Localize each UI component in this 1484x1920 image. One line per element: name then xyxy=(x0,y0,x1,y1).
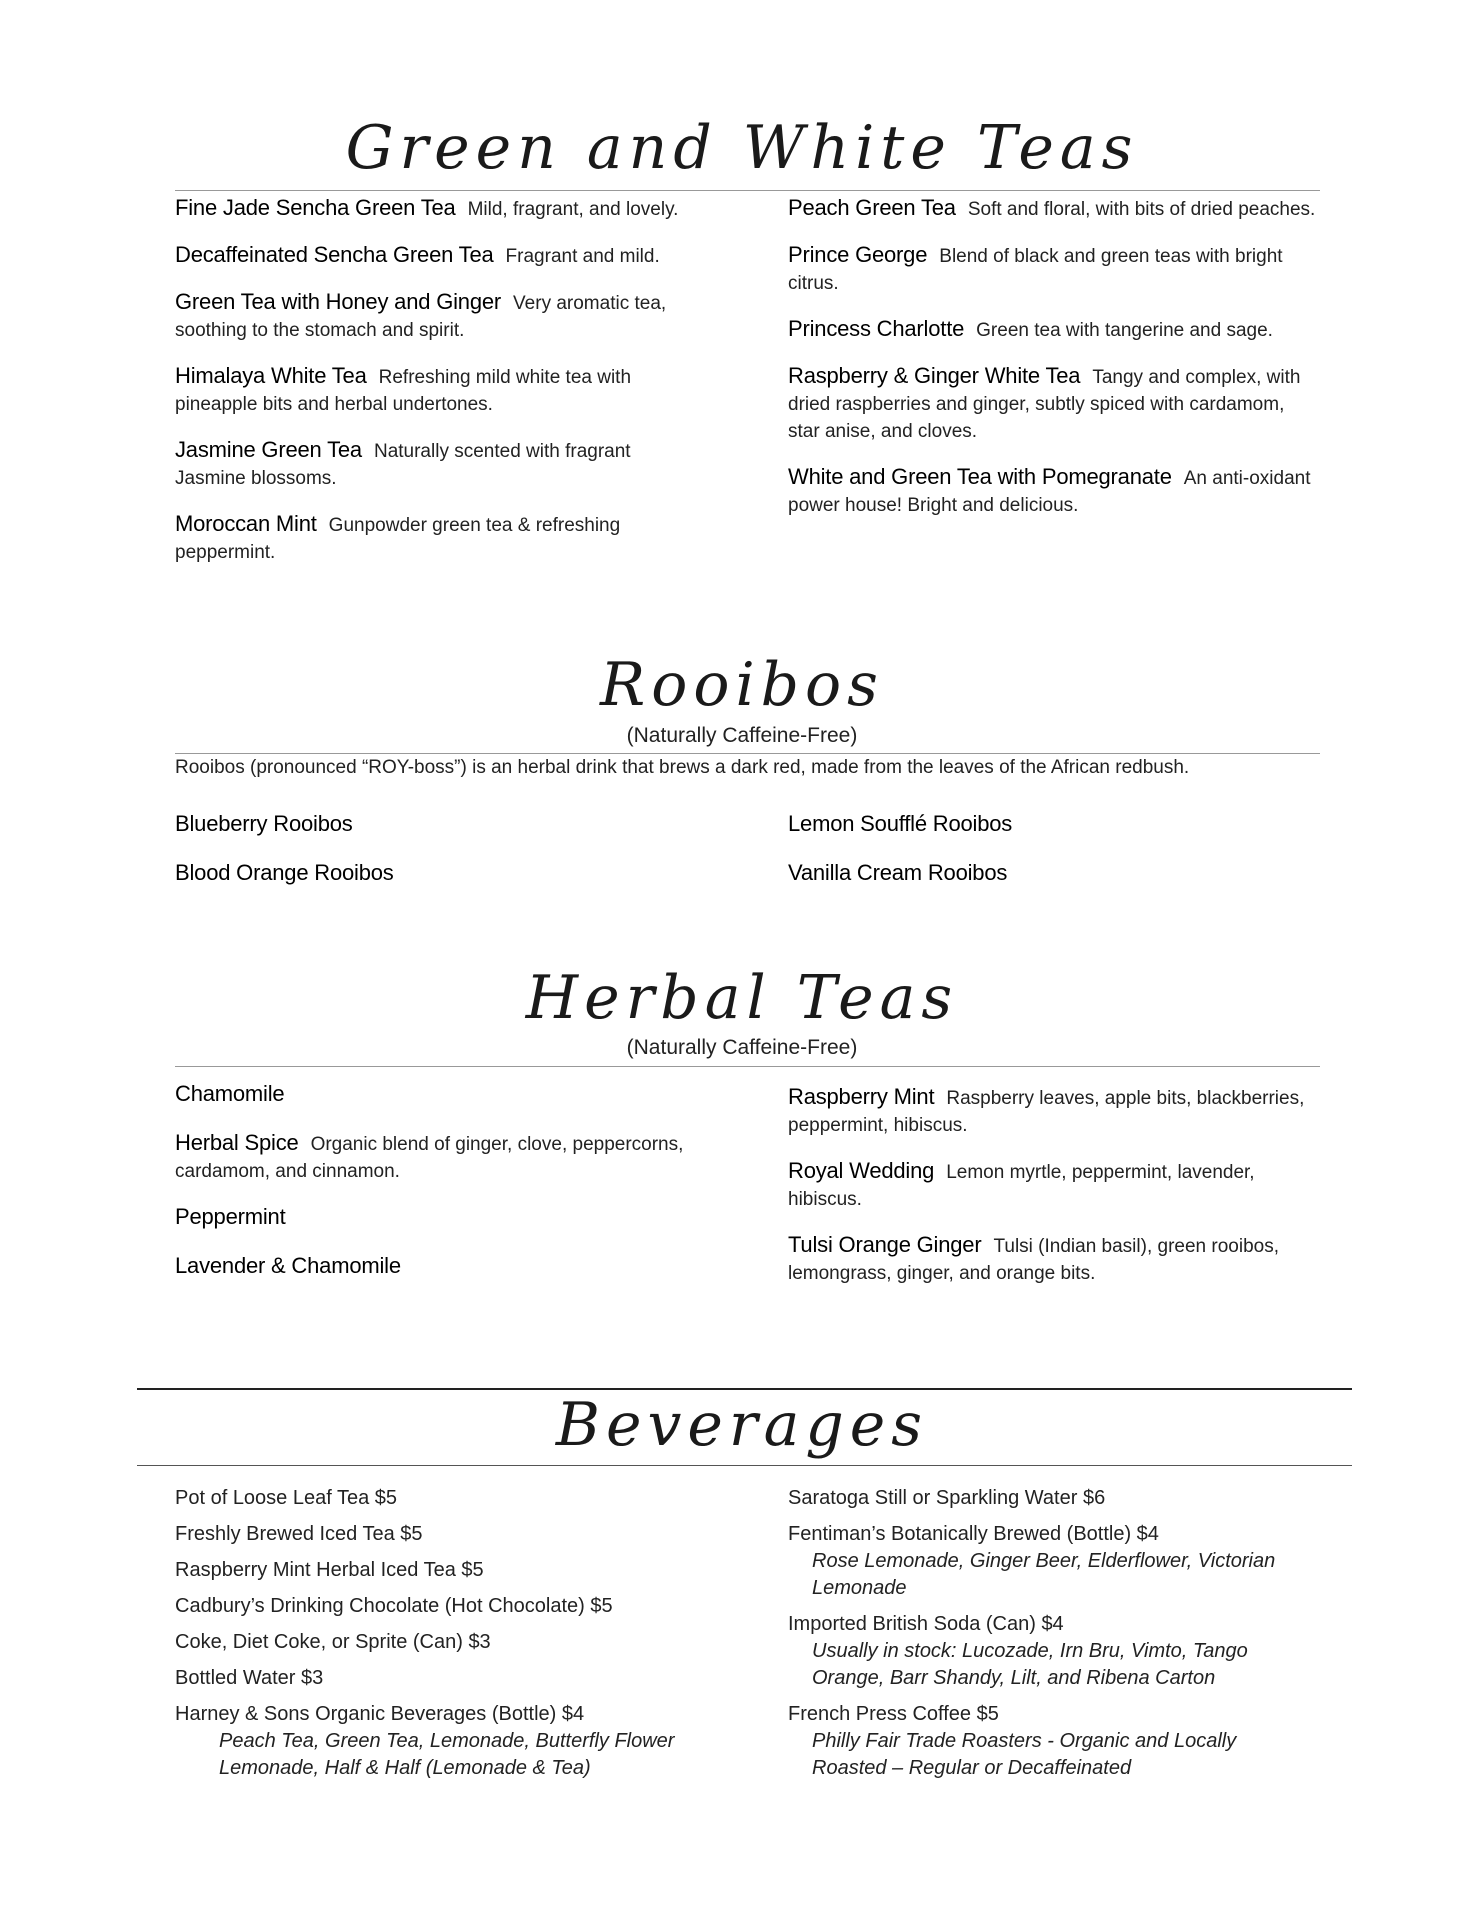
menu-item xyxy=(175,288,705,344)
item-description: Lemon myrtle, peppermint, lavender, hibiscus. xyxy=(788,1162,1255,1210)
menu-item xyxy=(788,1231,1318,1287)
item-name: Herbal Spice xyxy=(175,1130,299,1155)
item-name: Blueberry Rooibos xyxy=(175,811,353,836)
item-description: Raspberry leaves, apple bits, blackberries, peppermint, hibiscus. xyxy=(788,1088,1305,1136)
beverage-item xyxy=(175,1557,735,1584)
item-name: Blood Orange Rooibos xyxy=(175,860,394,885)
item-name: Lemon Soufflé Rooibos xyxy=(788,811,1013,836)
item-description: Fragrant and mild. xyxy=(505,246,660,267)
divider xyxy=(175,753,1320,754)
item-name: Chamomile xyxy=(175,1081,285,1106)
item-description: Soft and floral, with bits of dried peaches. xyxy=(967,199,1316,220)
item-name: Raspberry Mint xyxy=(788,1084,935,1109)
beverages-left-column xyxy=(175,1485,735,1791)
green-white-left-column xyxy=(175,194,705,584)
item-name: Vanilla Cream Rooibos xyxy=(788,860,1008,885)
menu-item xyxy=(175,362,705,418)
herbal-right-column xyxy=(788,1083,1318,1305)
item-description: Mild, fragrant, and lovely. xyxy=(467,199,679,220)
item-name: Raspberry & Ginger White Tea xyxy=(788,363,1081,388)
beverage-item xyxy=(788,1485,1308,1512)
caffeine-free-note: (Naturally Caffeine-Free) xyxy=(626,724,858,747)
item-description: Tangy and complex, with dried raspberries and ginger, subtly spiced with cardamom, star anise, and cloves. xyxy=(788,367,1301,442)
item-description: Organic blend of ginger, clove, peppercorns, cardamom, and cinnamon. xyxy=(175,1134,684,1182)
menu-item xyxy=(175,859,705,888)
menu-item xyxy=(175,436,705,492)
menu-item xyxy=(788,1083,1318,1139)
beverage-name-price: Saratoga Still or Sparkling Water $6 xyxy=(788,1487,1106,1509)
beverage-item xyxy=(175,1521,735,1548)
item-description: Green tea with tangerine and sage. xyxy=(976,320,1273,341)
menu-item xyxy=(175,194,705,223)
item-description: An anti-oxidant power house! Bright and delicious. xyxy=(788,468,1311,516)
item-description: Tulsi (Indian basil), green rooibos, lemongrass, ginger, and orange bits. xyxy=(788,1236,1279,1284)
menu-item xyxy=(175,1080,705,1109)
item-name: Royal Wedding xyxy=(788,1158,935,1183)
menu-item xyxy=(788,859,1318,888)
item-name: Fine Jade Sencha Green Tea xyxy=(175,195,456,220)
menu-item xyxy=(175,1129,705,1185)
section-title-rooibos: Rooibos xyxy=(600,650,884,720)
beverage-name-price: Imported British Soda (Can) $4 xyxy=(788,1613,1064,1635)
beverage-item xyxy=(175,1665,735,1692)
item-name: Green Tea with Honey and Ginger xyxy=(175,289,502,314)
beverage-name-price: Fentiman’s Botanically Brewed (Bottle) $4 xyxy=(788,1523,1159,1545)
beverage-item xyxy=(175,1593,735,1620)
beverage-item xyxy=(175,1485,735,1512)
menu-item xyxy=(788,810,1318,839)
item-description: Naturally scented with fragrant Jasmine blossoms. xyxy=(175,441,631,489)
item-description: Blend of black and green teas with bright citrus. xyxy=(788,246,1283,294)
rooibos-right-column xyxy=(788,810,1318,908)
beverage-item xyxy=(788,1611,1308,1692)
beverage-name-price: Freshly Brewed Iced Tea $5 xyxy=(175,1523,423,1545)
item-name: Moroccan Mint xyxy=(175,511,317,536)
divider xyxy=(175,1066,1320,1067)
beverage-name-price: Coke, Diet Coke, or Sprite (Can) $3 xyxy=(175,1631,491,1653)
beverage-name-price: French Press Coffee $5 xyxy=(788,1703,999,1725)
menu-item xyxy=(788,362,1318,445)
item-name: Tulsi Orange Ginger xyxy=(788,1232,982,1257)
item-name: Peppermint xyxy=(175,1204,286,1229)
beverage-name-price: Bottled Water $3 xyxy=(175,1667,324,1689)
item-name: Lavender & Chamomile xyxy=(175,1253,401,1278)
item-name: Decaffeinated Sencha Green Tea xyxy=(175,242,494,267)
beverages-right-column xyxy=(788,1485,1308,1791)
divider xyxy=(175,190,1320,191)
item-name: White and Green Tea with Pomegranate xyxy=(788,464,1172,489)
herbal-left-column xyxy=(175,1080,705,1301)
item-description: Very aromatic tea, soothing to the stomach and spirit. xyxy=(175,293,667,341)
item-name: Prince George xyxy=(788,242,928,267)
beverage-item xyxy=(788,1701,1308,1782)
beverage-name-price: Pot of Loose Leaf Tea $5 xyxy=(175,1487,398,1509)
beverage-item xyxy=(788,1521,1308,1602)
menu-item xyxy=(788,241,1318,297)
rooibos-intro: Rooibos (pronounced “ROY-boss”) is an herbal drink that brews a dark red, made from the leaves of the African redbush. xyxy=(175,757,1190,778)
section-title-herbal: Herbal Teas xyxy=(525,963,959,1033)
section-title-green-white: Green and White Teas xyxy=(345,113,1139,183)
menu-item xyxy=(788,463,1318,519)
beverage-options: Rose Lemonade, Ginger Beer, Elderflower, Victorian Lemonade xyxy=(812,1550,1276,1599)
menu-item xyxy=(175,1203,705,1232)
beverage-name-price: Cadbury’s Drinking Chocolate (Hot Chocolate) $5 xyxy=(175,1595,613,1617)
beverage-name-price: Harney & Sons Organic Beverages (Bottle) $4 xyxy=(175,1703,585,1725)
menu-item xyxy=(788,315,1318,344)
beverage-options: Usually in stock: Lucozade, Irn Bru, Vimto, Tango Orange, Barr Shandy, Lilt, and Ribena Carton xyxy=(812,1640,1248,1689)
caffeine-free-note: (Naturally Caffeine-Free) xyxy=(626,1036,858,1059)
green-white-right-column xyxy=(788,194,1318,537)
menu-item xyxy=(175,1252,705,1281)
beverage-item xyxy=(175,1701,735,1782)
divider xyxy=(137,1465,1352,1466)
item-name: Himalaya White Tea xyxy=(175,363,367,388)
rooibos-left-column xyxy=(175,810,705,908)
menu-item xyxy=(175,241,705,270)
beverage-item xyxy=(175,1629,735,1656)
beverage-name-price: Raspberry Mint Herbal Iced Tea $5 xyxy=(175,1559,484,1581)
menu-item xyxy=(788,194,1318,223)
item-name: Peach Green Tea xyxy=(788,195,956,220)
beverage-options: Peach Tea, Green Tea, Lemonade, Butterfly Flower Lemonade, Half & Half (Lemonade & Tea) xyxy=(219,1730,675,1779)
section-title-beverages: Beverages xyxy=(555,1390,929,1460)
menu-item xyxy=(788,1157,1318,1213)
item-description: Gunpowder green tea & refreshing peppermint. xyxy=(175,515,621,563)
menu-item xyxy=(175,810,705,839)
beverage-options: Philly Fair Trade Roasters - Organic and Locally Roasted – Regular or Decaffeinated xyxy=(812,1730,1237,1779)
menu-item xyxy=(175,510,705,566)
item-description: Refreshing mild white tea with pineapple bits and herbal undertones. xyxy=(175,367,632,415)
item-name: Jasmine Green Tea xyxy=(175,437,362,462)
item-name: Princess Charlotte xyxy=(788,316,965,341)
